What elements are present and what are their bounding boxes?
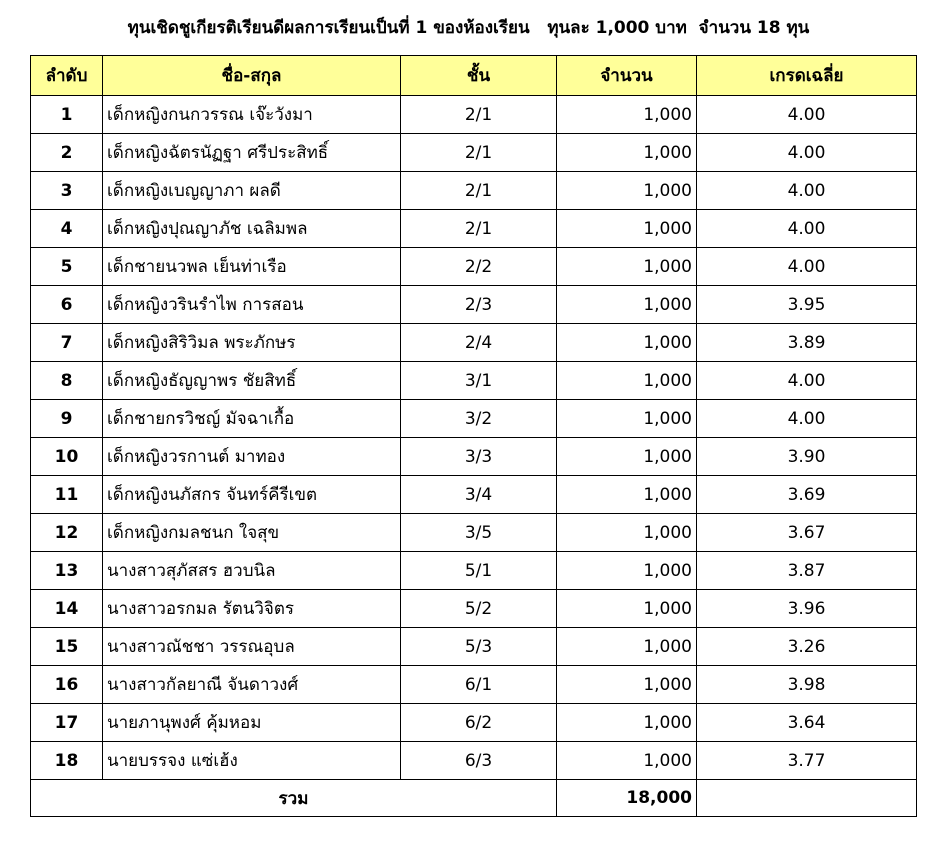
- row-number: 8: [31, 362, 103, 400]
- gpa-value: 3.95: [697, 286, 917, 324]
- gpa-value: 3.67: [697, 514, 917, 552]
- student-name: เด็กหญิงกนกวรรณ เจ๊ะวังมา: [103, 96, 401, 134]
- row-number: 10: [31, 438, 103, 476]
- class-level: 6/1: [401, 666, 557, 704]
- scholarship-amount: 1,000: [557, 666, 697, 704]
- row-number: 1: [31, 96, 103, 134]
- table-row: [31, 210, 917, 248]
- student-name: นางสาวกัลยาณี จันดาวงศ์: [103, 666, 401, 704]
- header-amount: จำนวน: [557, 56, 697, 96]
- row-number: 6: [31, 286, 103, 324]
- student-name: เด็กหญิงฉัตรนัฏฐา ศรีประสิทธิ์: [103, 134, 401, 172]
- table-row: [31, 438, 917, 476]
- class-level: 2/1: [401, 210, 557, 248]
- scholarship-amount: 1,000: [557, 514, 697, 552]
- row-number: 5: [31, 248, 103, 286]
- class-level: 3/1: [401, 362, 557, 400]
- table-row: [31, 362, 917, 400]
- scholarship-amount: 1,000: [557, 590, 697, 628]
- scholarship-amount: 1,000: [557, 704, 697, 742]
- table-row: [31, 628, 917, 666]
- row-number: 16: [31, 666, 103, 704]
- total-amount: 18,000: [557, 780, 697, 817]
- gpa-value: 3.77: [697, 742, 917, 780]
- scholarship-amount: 1,000: [557, 248, 697, 286]
- class-level: 2/2: [401, 248, 557, 286]
- class-level: 6/3: [401, 742, 557, 780]
- scholarship-amount: 1,000: [557, 476, 697, 514]
- gpa-value: 3.69: [697, 476, 917, 514]
- header-class: ชั้น: [401, 56, 557, 96]
- class-level: 2/1: [401, 96, 557, 134]
- table-body: [31, 96, 917, 780]
- gpa-value: 3.26: [697, 628, 917, 666]
- total-row: [31, 780, 917, 817]
- header-name: ชื่อ-สกุล: [103, 56, 401, 96]
- student-name: เด็กหญิงเบญญาภา ผลดี: [103, 172, 401, 210]
- student-name: เด็กหญิงกมลชนก ใจสุข: [103, 514, 401, 552]
- table-row: [31, 286, 917, 324]
- student-name: นางสาวสุภัสสร ฮวบนิล: [103, 552, 401, 590]
- class-level: 5/2: [401, 590, 557, 628]
- class-level: 3/5: [401, 514, 557, 552]
- student-name: เด็กหญิงสิริวิมล พระภักษร: [103, 324, 401, 362]
- scholarship-amount: 1,000: [557, 172, 697, 210]
- row-number: 11: [31, 476, 103, 514]
- header-row: [31, 56, 917, 96]
- gpa-value: 4.00: [697, 362, 917, 400]
- student-name: เด็กชายกรวิชญ์ มัจฉาเกื้อ: [103, 400, 401, 438]
- student-name: เด็กหญิงนภัสกร จันทร์คีรีเขต: [103, 476, 401, 514]
- class-level: 2/3: [401, 286, 557, 324]
- gpa-value: 4.00: [697, 172, 917, 210]
- row-number: 17: [31, 704, 103, 742]
- row-number: 3: [31, 172, 103, 210]
- header-no: ลำดับ: [31, 56, 103, 96]
- class-level: 3/4: [401, 476, 557, 514]
- class-level: 2/1: [401, 134, 557, 172]
- student-name: เด็กชายนวพล เย็นท่าเรือ: [103, 248, 401, 286]
- table-row: [31, 96, 917, 134]
- student-name: นางสาวอรกมล รัตนวิจิตร: [103, 590, 401, 628]
- class-level: 5/3: [401, 628, 557, 666]
- total-label: รวม: [31, 780, 557, 817]
- gpa-value: 4.00: [697, 210, 917, 248]
- class-level: 5/1: [401, 552, 557, 590]
- gpa-value: 4.00: [697, 248, 917, 286]
- scholarship-amount: 1,000: [557, 96, 697, 134]
- gpa-value: 3.87: [697, 552, 917, 590]
- total-gpa-empty: [697, 780, 917, 817]
- student-name: นายภานุพงศ์ คุ้มหอม: [103, 704, 401, 742]
- gpa-value: 3.96: [697, 590, 917, 628]
- class-level: 2/4: [401, 324, 557, 362]
- scholarship-table: [30, 55, 917, 817]
- scholarship-amount: 1,000: [557, 134, 697, 172]
- scholarship-amount: 1,000: [557, 210, 697, 248]
- row-number: 2: [31, 134, 103, 172]
- gpa-value: 3.90: [697, 438, 917, 476]
- table-row: [31, 134, 917, 172]
- table-row: [31, 514, 917, 552]
- class-level: 3/3: [401, 438, 557, 476]
- student-name: นายบรรจง แซ่เฮ้ง: [103, 742, 401, 780]
- student-name: เด็กหญิงวรินรำไพ การสอน: [103, 286, 401, 324]
- table-row: [31, 400, 917, 438]
- table-row: [31, 248, 917, 286]
- scholarship-amount: 1,000: [557, 286, 697, 324]
- row-number: 14: [31, 590, 103, 628]
- class-level: 2/1: [401, 172, 557, 210]
- gpa-value: 3.64: [697, 704, 917, 742]
- row-number: 4: [31, 210, 103, 248]
- table-row: [31, 172, 917, 210]
- header-gpa: เกรดเฉลี่ย: [697, 56, 917, 96]
- table-row: [31, 704, 917, 742]
- class-level: 3/2: [401, 400, 557, 438]
- page-title: ทุนเชิดชูเกียรติเรียนดีผลการเรียนเป็นที่ 1 ของห้องเรียน ทุนละ 1,000 บาท จำนวน 18 ทุน: [127, 18, 810, 38]
- table-row: [31, 590, 917, 628]
- gpa-value: 4.00: [697, 96, 917, 134]
- table-row: [31, 552, 917, 590]
- row-number: 18: [31, 742, 103, 780]
- scholarship-amount: 1,000: [557, 400, 697, 438]
- gpa-value: 4.00: [697, 400, 917, 438]
- row-number: 12: [31, 514, 103, 552]
- row-number: 9: [31, 400, 103, 438]
- table-row: [31, 324, 917, 362]
- scholarship-amount: 1,000: [557, 438, 697, 476]
- table-row: [31, 476, 917, 514]
- gpa-value: 4.00: [697, 134, 917, 172]
- row-number: 13: [31, 552, 103, 590]
- scholarship-amount: 1,000: [557, 362, 697, 400]
- class-level: 6/2: [401, 704, 557, 742]
- gpa-value: 3.98: [697, 666, 917, 704]
- row-number: 7: [31, 324, 103, 362]
- student-name: เด็กหญิงธัญญาพร ชัยสิทธิ์: [103, 362, 401, 400]
- table-row: [31, 666, 917, 704]
- table-row: [31, 742, 917, 780]
- student-name: เด็กหญิงปุณญาภัช เฉลิมพล: [103, 210, 401, 248]
- student-name: นางสาวณัชชา วรรณอุบล: [103, 628, 401, 666]
- student-name: เด็กหญิงวรกานต์ มาทอง: [103, 438, 401, 476]
- row-number: 15: [31, 628, 103, 666]
- gpa-value: 3.89: [697, 324, 917, 362]
- scholarship-amount: 1,000: [557, 324, 697, 362]
- scholarship-amount: 1,000: [557, 742, 697, 780]
- scholarship-amount: 1,000: [557, 628, 697, 666]
- scholarship-amount: 1,000: [557, 552, 697, 590]
